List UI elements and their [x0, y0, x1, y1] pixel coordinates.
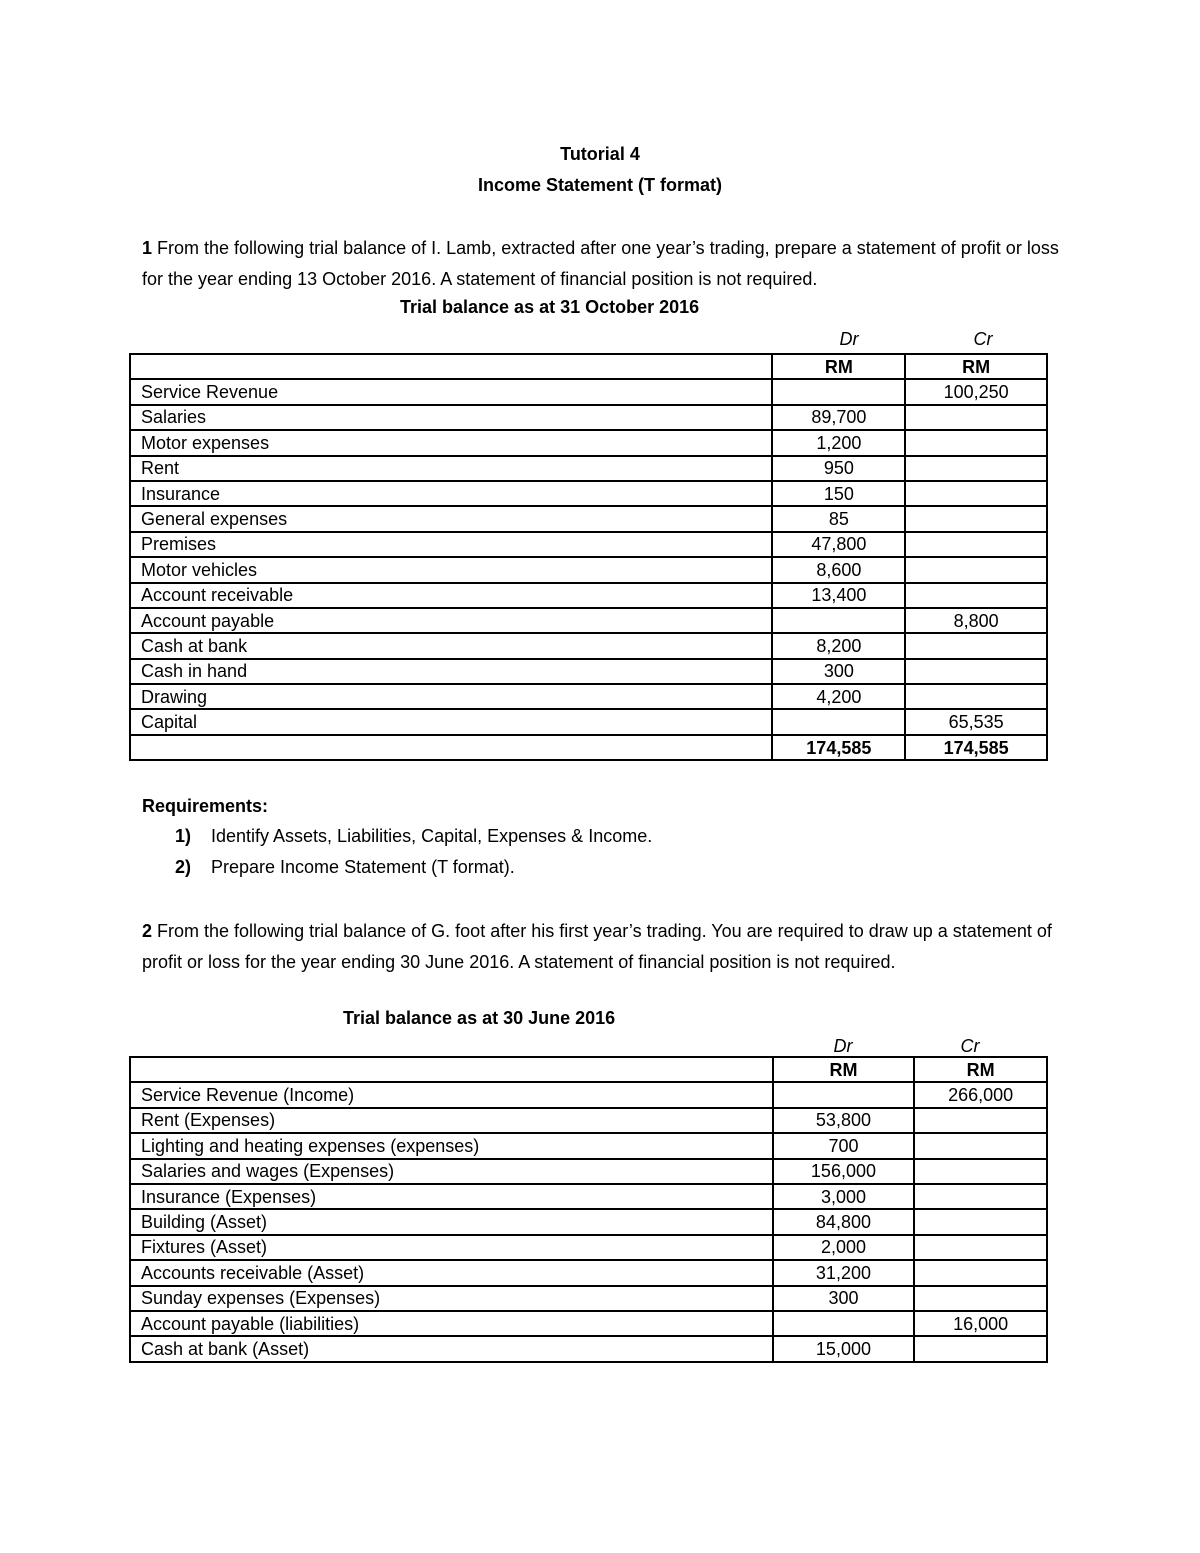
table-row: [130, 684, 1047, 709]
cr-cell: [905, 405, 1047, 430]
cr-currency-header: RM: [914, 1057, 1047, 1082]
debit-label: Dr: [839, 329, 859, 349]
dr-cell: 3,000: [773, 1184, 915, 1209]
question-2-text: [142, 916, 1062, 977]
dr-cell: 700: [773, 1133, 915, 1158]
requirement-number: 1): [175, 826, 192, 846]
cr-cell: 266,000: [914, 1082, 1047, 1107]
cr-cell: 16,000: [914, 1311, 1047, 1336]
dr-cell: 89,700: [772, 405, 905, 430]
account-cell: Accounts receivable (Asset): [130, 1260, 773, 1285]
cr-cell: [914, 1159, 1047, 1184]
table-row: [130, 608, 1047, 633]
table-row: [130, 1082, 1047, 1107]
question-2-body: From the following trial balance of G. foot after his first year’s trading. You are required to draw up a statement of profit or loss for the year ending 30 June 2016. A statement of financial position is not required.: [142, 921, 1052, 972]
requirement-text: Identify Assets, Liabilities, Capital, Expenses & Income.: [211, 826, 653, 846]
dr-currency-header: RM: [773, 1057, 915, 1082]
dr-cell: 950: [772, 456, 905, 481]
cr-currency-header: RM: [905, 354, 1047, 379]
table-row: [130, 405, 1047, 430]
question-1-body: From the following trial balance of I. Lamb, extracted after one year’s trading, prepare a statement of profit or loss for the year ending 13 October 2016. A statement of financial position is not required.: [142, 238, 1059, 289]
cr-cell: [905, 456, 1047, 481]
credit-label: Cr: [960, 1036, 980, 1056]
account-cell: Cash at bank (Asset): [130, 1336, 773, 1361]
dr-cell: 15,000: [773, 1336, 915, 1361]
account-cell: Cash at bank: [130, 633, 772, 658]
cr-cell: [905, 583, 1047, 608]
table-row: [130, 1184, 1047, 1209]
requirement-text: Prepare Income Statement (T format).: [211, 857, 515, 877]
account-cell: Salaries: [130, 405, 772, 430]
account-cell: Capital: [130, 709, 772, 734]
cr-cell: 65,535: [905, 709, 1047, 734]
cr-cell: [914, 1260, 1047, 1285]
cr-cell: 100,250: [905, 379, 1047, 404]
total-label-cell: [130, 735, 772, 760]
cr-cell: [914, 1336, 1047, 1361]
dr-cell: 300: [773, 1286, 915, 1311]
table-row: [130, 1159, 1047, 1184]
cr-cell: 8,800: [905, 608, 1047, 633]
table-row: [130, 1336, 1047, 1361]
table-row: [130, 1133, 1047, 1158]
table-row: [130, 633, 1047, 658]
total-row: [130, 735, 1047, 760]
cr-cell: [905, 506, 1047, 531]
table-row: [130, 709, 1047, 734]
dr-cell: 13,400: [772, 583, 905, 608]
dr-cell: 85: [772, 506, 905, 531]
question-1-text: [142, 233, 1062, 294]
cr-cell: [914, 1286, 1047, 1311]
account-cell: Premises: [130, 532, 772, 557]
cr-cell: [914, 1184, 1047, 1209]
dr-cell: 31,200: [773, 1260, 915, 1285]
dr-cell: 156,000: [773, 1159, 915, 1184]
table-row: [130, 583, 1047, 608]
requirement-item-2: [175, 857, 515, 878]
requirements-label: Requirements:: [142, 796, 269, 816]
table-row: [130, 1108, 1047, 1133]
account-cell: Salaries and wages (Expenses): [130, 1159, 773, 1184]
cr-cell: [905, 684, 1047, 709]
cr-cell: [905, 557, 1047, 582]
dr-cell: [773, 1311, 915, 1336]
debit-label: Dr: [833, 1036, 853, 1056]
cr-cell: [905, 659, 1047, 684]
dr-cell: [772, 379, 905, 404]
account-header-cell: [130, 354, 772, 379]
table-row: [130, 1235, 1047, 1260]
account-cell: Insurance (Expenses): [130, 1184, 773, 1209]
requirement-item-1: [175, 826, 652, 847]
dr-cell: 2,000: [773, 1235, 915, 1260]
account-cell: Insurance: [130, 481, 772, 506]
dr-cell: [772, 709, 905, 734]
account-cell: Fixtures (Asset): [130, 1235, 773, 1260]
credit-label: Cr: [973, 329, 993, 349]
table-header-row: [130, 354, 1047, 379]
dr-cell: 8,200: [772, 633, 905, 658]
table-header-row: [130, 1057, 1047, 1082]
account-cell: Cash in hand: [130, 659, 772, 684]
account-cell: Account payable (liabilities): [130, 1311, 773, 1336]
cr-cell: [905, 532, 1047, 557]
account-cell: Service Revenue (Income): [130, 1082, 773, 1107]
dr-cell: 300: [772, 659, 905, 684]
dr-cell: 84,800: [773, 1209, 915, 1234]
table-row: [130, 379, 1047, 404]
account-cell: General expenses: [130, 506, 772, 531]
table-row: [130, 532, 1047, 557]
trial-balance-1-table: [129, 353, 1048, 761]
cr-cell: [905, 481, 1047, 506]
table-row: [130, 1260, 1047, 1285]
dr-cell: 53,800: [773, 1108, 915, 1133]
account-cell: Motor expenses: [130, 430, 772, 455]
dr-cell: 150: [772, 481, 905, 506]
cr-cell: [905, 633, 1047, 658]
account-cell: Account receivable: [130, 583, 772, 608]
account-header-cell: [130, 1057, 773, 1082]
dr-cell: 1,200: [772, 430, 905, 455]
dr-cell: 4,200: [772, 684, 905, 709]
cr-cell: [914, 1209, 1047, 1234]
account-cell: Account payable: [130, 608, 772, 633]
cr-cell: [905, 430, 1047, 455]
table-row: [130, 456, 1047, 481]
account-cell: Service Revenue: [130, 379, 772, 404]
account-cell: Lighting and heating expenses (expenses): [130, 1133, 773, 1158]
table-row: [130, 557, 1047, 582]
account-cell: Rent (Expenses): [130, 1108, 773, 1133]
requirement-number: 2): [175, 857, 192, 877]
total-dr-cell: 174,585: [772, 735, 905, 760]
account-cell: Sunday expenses (Expenses): [130, 1286, 773, 1311]
page-subtitle: Income Statement (T format): [477, 175, 723, 195]
table-row: [130, 481, 1047, 506]
total-cr-cell: 174,585: [905, 735, 1047, 760]
account-cell: Drawing: [130, 684, 772, 709]
dr-cell: [772, 608, 905, 633]
question-1-number: 1: [142, 238, 153, 258]
account-cell: Motor vehicles: [130, 557, 772, 582]
dr-currency-header: RM: [772, 354, 905, 379]
dr-cell: 47,800: [772, 532, 905, 557]
account-cell: Rent: [130, 456, 772, 481]
table-row: [130, 659, 1047, 684]
dr-cell: 8,600: [772, 557, 905, 582]
table-row: [130, 1286, 1047, 1311]
table-row: [130, 506, 1047, 531]
table-row: [130, 1311, 1047, 1336]
table-row: [130, 430, 1047, 455]
dr-cell: [773, 1082, 915, 1107]
page-title: Tutorial 4: [560, 144, 640, 164]
trial-balance-1-title: Trial balance as at 31 October 2016: [400, 297, 700, 317]
trial-balance-2-table: [129, 1056, 1048, 1363]
account-cell: Building (Asset): [130, 1209, 773, 1234]
cr-cell: [914, 1108, 1047, 1133]
table-row: [130, 1209, 1047, 1234]
cr-cell: [914, 1133, 1047, 1158]
trial-balance-2-title: Trial balance as at 30 June 2016: [343, 1008, 616, 1028]
question-2-number: 2: [142, 921, 153, 941]
cr-cell: [914, 1235, 1047, 1260]
